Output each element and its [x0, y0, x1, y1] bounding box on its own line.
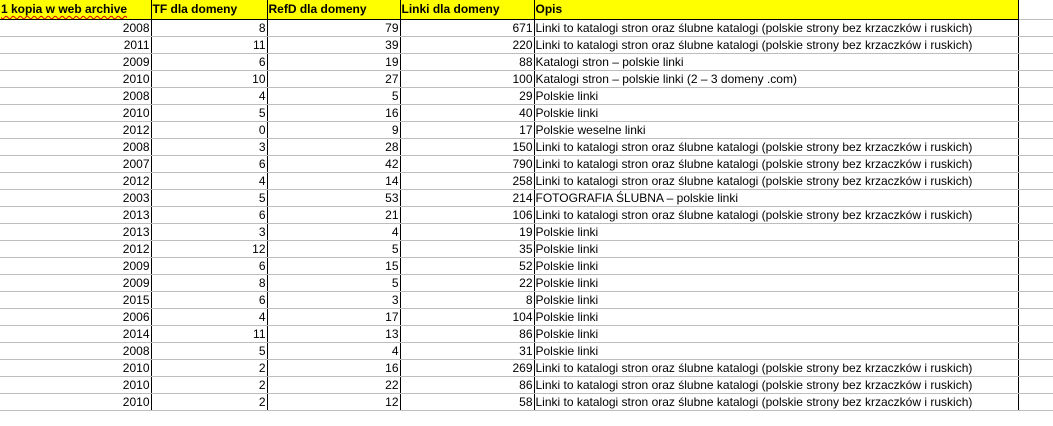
- empty-cell[interactable]: [1018, 156, 1053, 173]
- cell-web-archive-year[interactable]: 2015: [0, 292, 151, 309]
- cell-linki[interactable]: 22: [400, 275, 534, 292]
- cell-opis[interactable]: Polskie linki: [534, 88, 1018, 105]
- cell-linki[interactable]: 671: [400, 20, 534, 37]
- cell-linki[interactable]: 35: [400, 241, 534, 258]
- table-row: [0, 20, 1053, 37]
- cell-web-archive-year[interactable]: 2010: [0, 377, 151, 394]
- empty-cell[interactable]: [1018, 241, 1053, 258]
- cell-web-archive-year[interactable]: 2009: [0, 258, 151, 275]
- cell-opis[interactable]: Linki to katalogi stron oraz ślubne katalogi (polskie strony bez krzaczków i ruskich): [534, 139, 1018, 156]
- table-row: [0, 173, 1053, 190]
- cell-web-archive-year[interactable]: 2008: [0, 343, 151, 360]
- empty-cell[interactable]: [1018, 37, 1053, 54]
- cell-tf[interactable]: 3: [151, 224, 267, 241]
- cell-refd[interactable]: 12: [267, 394, 400, 411]
- table-body: [0, 20, 1053, 411]
- table-row: [0, 37, 1053, 54]
- empty-cell[interactable]: [1018, 71, 1053, 88]
- empty-cell[interactable]: [1018, 309, 1053, 326]
- cell-refd[interactable]: 5: [267, 241, 400, 258]
- cell-opis[interactable]: Linki to katalogi stron oraz ślubne katalogi (polskie strony bez krzaczków i ruskich): [534, 360, 1018, 377]
- column-header-opis[interactable]: Opis: [534, 0, 1018, 20]
- cell-web-archive-year[interactable]: 2012: [0, 173, 151, 190]
- cell-linki[interactable]: 106: [400, 207, 534, 224]
- cell-linki[interactable]: 88: [400, 54, 534, 71]
- table-row: [0, 241, 1053, 258]
- cell-refd[interactable]: 79: [267, 20, 400, 37]
- cell-tf[interactable]: 3: [151, 139, 267, 156]
- cell-web-archive-year[interactable]: 2010: [0, 394, 151, 411]
- cell-tf[interactable]: 0: [151, 122, 267, 139]
- cell-web-archive-year[interactable]: 2008: [0, 139, 151, 156]
- cell-tf[interactable]: 2: [151, 377, 267, 394]
- cell-web-archive-year[interactable]: 2012: [0, 122, 151, 139]
- table-row: [0, 394, 1053, 411]
- cell-tf[interactable]: 10: [151, 71, 267, 88]
- table-row: [0, 258, 1053, 275]
- table-row: [0, 139, 1053, 156]
- cell-tf[interactable]: 8: [151, 20, 267, 37]
- cell-tf[interactable]: 4: [151, 173, 267, 190]
- cell-linki[interactable]: 40: [400, 105, 534, 122]
- cell-tf[interactable]: 6: [151, 292, 267, 309]
- cell-opis[interactable]: Katalogi stron – polskie linki (2 – 3 domeny .com): [534, 71, 1018, 88]
- empty-cell[interactable]: [1018, 190, 1053, 207]
- cell-opis[interactable]: Polskie linki: [534, 292, 1018, 309]
- empty-cell[interactable]: [1018, 343, 1053, 360]
- cell-tf[interactable]: 5: [151, 190, 267, 207]
- empty-cell[interactable]: [1018, 224, 1053, 241]
- cell-refd[interactable]: 4: [267, 224, 400, 241]
- empty-cell[interactable]: [1018, 139, 1053, 156]
- cell-opis[interactable]: Polskie linki: [534, 343, 1018, 360]
- cell-web-archive-year[interactable]: 2006: [0, 309, 151, 326]
- table-row: [0, 122, 1053, 139]
- cell-opis[interactable]: Linki to katalogi stron oraz ślubne katalogi (polskie strony bez krzaczków i ruskich): [534, 173, 1018, 190]
- cell-linki[interactable]: 258: [400, 173, 534, 190]
- cell-linki[interactable]: 58: [400, 394, 534, 411]
- empty-cell[interactable]: [1018, 88, 1053, 105]
- cell-refd[interactable]: 3: [267, 292, 400, 309]
- cell-opis[interactable]: Polskie linki: [534, 241, 1018, 258]
- empty-cell[interactable]: [1018, 258, 1053, 275]
- cell-opis[interactable]: Linki to katalogi stron oraz ślubne katalogi (polskie strony bez krzaczków i ruskich): [534, 394, 1018, 411]
- cell-tf[interactable]: 5: [151, 343, 267, 360]
- cell-refd[interactable]: 16: [267, 360, 400, 377]
- table-row: [0, 326, 1053, 343]
- cell-linki[interactable]: 100: [400, 71, 534, 88]
- cell-linki[interactable]: 17: [400, 122, 534, 139]
- cell-linki[interactable]: 86: [400, 377, 534, 394]
- table-row: [0, 377, 1053, 394]
- cell-refd[interactable]: 21: [267, 207, 400, 224]
- cell-linki[interactable]: 214: [400, 190, 534, 207]
- cell-linki[interactable]: 29: [400, 88, 534, 105]
- empty-cell[interactable]: [1018, 105, 1053, 122]
- empty-cell[interactable]: [1018, 122, 1053, 139]
- cell-tf[interactable]: 2: [151, 360, 267, 377]
- cell-linki[interactable]: 86: [400, 326, 534, 343]
- cell-web-archive-year[interactable]: 2009: [0, 275, 151, 292]
- cell-web-archive-year[interactable]: 2010: [0, 360, 151, 377]
- cell-refd[interactable]: 17: [267, 309, 400, 326]
- cell-tf[interactable]: 6: [151, 258, 267, 275]
- cell-opis[interactable]: FOTOGRAFIA ŚLUBNA – polskie linki: [534, 190, 1018, 207]
- table-row: [0, 309, 1053, 326]
- column-header-web-archive[interactable]: 1 kopia w web archive: [0, 0, 151, 20]
- cell-web-archive-year[interactable]: 2011: [0, 37, 151, 54]
- cell-linki[interactable]: 790: [400, 156, 534, 173]
- cell-refd[interactable]: 39: [267, 37, 400, 54]
- cell-refd[interactable]: 14: [267, 173, 400, 190]
- cell-opis[interactable]: Polskie linki: [534, 258, 1018, 275]
- cell-web-archive-year[interactable]: 2008: [0, 88, 151, 105]
- empty-cell[interactable]: [1018, 394, 1053, 411]
- cell-linki[interactable]: 8: [400, 292, 534, 309]
- cell-opis[interactable]: Linki to katalogi stron oraz ślubne katalogi (polskie strony bez krzaczków i ruskich): [534, 377, 1018, 394]
- cell-web-archive-year[interactable]: 2013: [0, 224, 151, 241]
- cell-web-archive-year[interactable]: 2013: [0, 207, 151, 224]
- cell-linki[interactable]: 269: [400, 360, 534, 377]
- empty-cell[interactable]: [1018, 207, 1053, 224]
- cell-opis[interactable]: Polskie linki: [534, 105, 1018, 122]
- cell-tf[interactable]: 8: [151, 275, 267, 292]
- empty-cell[interactable]: [1018, 20, 1053, 37]
- cell-tf[interactable]: 5: [151, 105, 267, 122]
- table-row: [0, 88, 1053, 105]
- table-row: [0, 292, 1053, 309]
- cell-refd[interactable]: 53: [267, 190, 400, 207]
- cell-opis[interactable]: Polskie linki: [534, 275, 1018, 292]
- column-header-tf[interactable]: TF dla domeny: [151, 0, 267, 20]
- cell-opis[interactable]: Linki to katalogi stron oraz ślubne katalogi (polskie strony bez krzaczków i ruskich): [534, 207, 1018, 224]
- cell-web-archive-year[interactable]: 2010: [0, 105, 151, 122]
- table-row: [0, 360, 1053, 377]
- cell-opis[interactable]: Katalogi stron – polskie linki: [534, 54, 1018, 71]
- cell-refd[interactable]: 28: [267, 139, 400, 156]
- empty-cell[interactable]: [1018, 292, 1053, 309]
- cell-refd[interactable]: 9: [267, 122, 400, 139]
- cell-tf[interactable]: 11: [151, 326, 267, 343]
- cell-linki[interactable]: 220: [400, 37, 534, 54]
- cell-tf[interactable]: 6: [151, 54, 267, 71]
- cell-opis[interactable]: Polskie linki: [534, 326, 1018, 343]
- cell-opis[interactable]: Linki to katalogi stron oraz ślubne katalogi (polskie strony bez krzaczków i ruskich): [534, 156, 1018, 173]
- table-row: [0, 105, 1053, 122]
- header-row: [0, 0, 1053, 20]
- table-row: [0, 190, 1053, 207]
- table-row: [0, 71, 1053, 88]
- cell-refd[interactable]: 15: [267, 258, 400, 275]
- cell-refd[interactable]: 4: [267, 343, 400, 360]
- cell-opis[interactable]: Linki to katalogi stron oraz ślubne katalogi (polskie strony bez krzaczków i ruskich): [534, 37, 1018, 54]
- table-row: [0, 275, 1053, 292]
- cell-web-archive-year[interactable]: 2007: [0, 156, 151, 173]
- cell-tf[interactable]: 4: [151, 88, 267, 105]
- column-header-linki[interactable]: Linki dla domeny: [400, 0, 534, 20]
- cell-refd[interactable]: 27: [267, 71, 400, 88]
- table-row: [0, 156, 1053, 173]
- cell-opis[interactable]: Polskie linki: [534, 224, 1018, 241]
- cell-tf[interactable]: 2: [151, 394, 267, 411]
- cell-tf[interactable]: 12: [151, 241, 267, 258]
- cell-refd[interactable]: 42: [267, 156, 400, 173]
- cell-web-archive-year[interactable]: 2003: [0, 190, 151, 207]
- cell-tf[interactable]: 11: [151, 37, 267, 54]
- cell-linki[interactable]: 150: [400, 139, 534, 156]
- cell-web-archive-year[interactable]: 2009: [0, 54, 151, 71]
- cell-opis[interactable]: Polskie linki: [534, 309, 1018, 326]
- empty-header-cell[interactable]: [1018, 0, 1053, 20]
- cell-tf[interactable]: 6: [151, 207, 267, 224]
- cell-refd[interactable]: 5: [267, 88, 400, 105]
- empty-cell[interactable]: [1018, 377, 1053, 394]
- table-row: [0, 54, 1053, 71]
- cell-opis[interactable]: Linki to katalogi stron oraz ślubne katalogi (polskie strony bez krzaczków i ruskich): [534, 20, 1018, 37]
- cell-linki[interactable]: 19: [400, 224, 534, 241]
- table-row: [0, 343, 1053, 360]
- cell-web-archive-year[interactable]: 2010: [0, 71, 151, 88]
- empty-cell[interactable]: [1018, 54, 1053, 71]
- cell-web-archive-year[interactable]: 2014: [0, 326, 151, 343]
- cell-refd[interactable]: 13: [267, 326, 400, 343]
- cell-opis[interactable]: Polskie weselne linki: [534, 122, 1018, 139]
- cell-refd[interactable]: 5: [267, 275, 400, 292]
- cell-linki[interactable]: 52: [400, 258, 534, 275]
- empty-cell[interactable]: [1018, 326, 1053, 343]
- cell-linki[interactable]: 31: [400, 343, 534, 360]
- empty-cell[interactable]: [1018, 360, 1053, 377]
- cell-refd[interactable]: 19: [267, 54, 400, 71]
- cell-web-archive-year[interactable]: 2012: [0, 241, 151, 258]
- empty-cell[interactable]: [1018, 173, 1053, 190]
- table-row: [0, 224, 1053, 241]
- table-row: [0, 207, 1053, 224]
- empty-cell[interactable]: [1018, 275, 1053, 292]
- cell-web-archive-year[interactable]: 2008: [0, 20, 151, 37]
- cell-refd[interactable]: 16: [267, 105, 400, 122]
- cell-refd[interactable]: 22: [267, 377, 400, 394]
- column-header-refd[interactable]: RefD dla domeny: [267, 0, 400, 20]
- cell-linki[interactable]: 104: [400, 309, 534, 326]
- cell-tf[interactable]: 6: [151, 156, 267, 173]
- cell-tf[interactable]: 4: [151, 309, 267, 326]
